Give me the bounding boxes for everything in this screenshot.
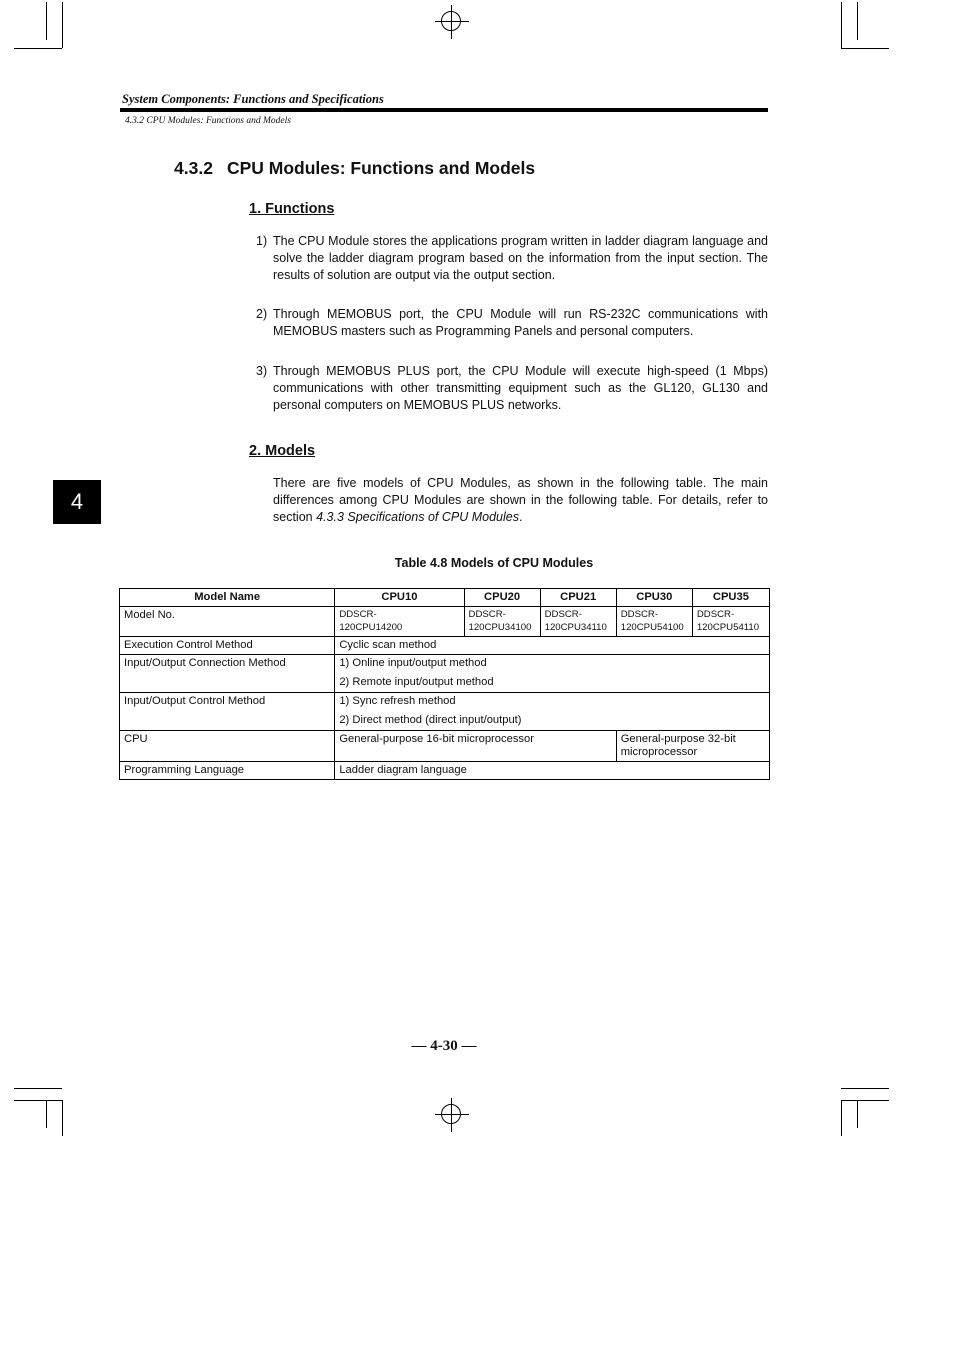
row-value: Cyclic scan method — [335, 637, 770, 655]
crop-mark — [46, 1100, 47, 1128]
header-model-name: Model Name — [120, 589, 335, 607]
models-table — [119, 588, 770, 780]
table-row — [120, 693, 770, 731]
header-cpu35: CPU35 — [692, 589, 769, 607]
row-label: Input/Output Control Method — [120, 693, 335, 731]
table-row — [120, 731, 770, 762]
model-no-cell: DDSCR- 120CPU34110 — [540, 607, 616, 637]
crop-mark — [841, 1100, 889, 1101]
chapter-tab: 4 — [53, 480, 101, 524]
header-cpu10: CPU10 — [335, 589, 464, 607]
crop-mark — [841, 1100, 842, 1136]
crop-mark — [857, 2, 858, 40]
models-ref-suffix: . — [518, 509, 523, 524]
functions-heading: 1. Functions — [249, 201, 335, 217]
row-label: Programming Language — [120, 762, 335, 780]
item-text: Through MEMOBUS PLUS port, the CPU Module will execute high-speed (1 Mbps) communications with other transmitting equipment such as the GL120, GL130 and personal computers on MEMOBUS PLUS networks. — [273, 364, 768, 412]
table-caption: Table 4.8 Models of CPU Modules — [394, 556, 594, 570]
registration-mark — [435, 1098, 469, 1132]
row-label: Model No. — [120, 607, 335, 637]
running-header-subtitle: 4.3.2 CPU Modules: Functions and Models — [125, 116, 291, 126]
section-number: 4.3.2 — [174, 158, 213, 178]
crop-mark — [46, 2, 47, 40]
header-cpu30: CPU30 — [616, 589, 692, 607]
header-rule — [120, 108, 768, 112]
row-value: 1) Online input/output method 2) Remote input/output method — [335, 655, 770, 693]
item-number: 1) — [256, 234, 268, 248]
model-no-cell: DDSCR- 120CPU54100 — [616, 607, 692, 637]
row-label: Execution Control Method — [120, 637, 335, 655]
item-text: Through MEMOBUS port, the CPU Module will run RS-232C communications with MEMOBUS masters such as Programming Panels and personal computers. — [273, 307, 768, 338]
item-text: The CPU Module stores the applications program written in ladder diagram language and solve the ladder diagram program based on the information from the input section. The results of solution are output via the output section. — [273, 234, 768, 282]
model-no-cell: DDSCR- 120CPU34100 — [464, 607, 540, 637]
cpu-32bit-cell: General-purpose 32-bit microprocessor — [616, 731, 769, 762]
registration-mark — [435, 5, 469, 39]
row-label: CPU — [120, 731, 335, 762]
page-number: — 4-30 — — [411, 1038, 477, 1054]
functions-item — [256, 363, 768, 413]
header-cpu20: CPU20 — [464, 589, 540, 607]
crop-mark — [62, 2, 63, 48]
table-row — [120, 762, 770, 780]
running-header-title: System Components: Functions and Specifications — [122, 92, 384, 106]
table-row — [120, 655, 770, 693]
table-row — [120, 637, 770, 655]
crop-mark — [62, 1100, 63, 1136]
crop-mark — [857, 1100, 858, 1128]
models-heading: 2. Models — [249, 443, 316, 459]
row-label: Input/Output Connection Method — [120, 655, 335, 693]
section-title — [174, 158, 535, 179]
table-row — [120, 607, 770, 637]
functions-item — [256, 233, 768, 283]
item-number: 3) — [256, 364, 268, 378]
functions-item — [256, 306, 768, 340]
crop-mark — [841, 1088, 889, 1089]
section-title-text: CPU Modules: Functions and Models — [226, 158, 536, 178]
table-header-row — [120, 589, 770, 607]
model-no-cell: DDSCR- 120CPU14200 — [335, 607, 464, 637]
crop-mark — [14, 48, 62, 49]
crop-mark — [841, 48, 889, 49]
row-value: Ladder diagram language — [335, 762, 770, 780]
crop-mark — [14, 1088, 62, 1089]
models-intro — [273, 475, 768, 525]
crop-mark — [14, 1100, 62, 1101]
cpu-16bit-cell: General-purpose 16-bit microprocessor — [335, 731, 616, 762]
crop-mark — [841, 2, 842, 48]
model-no-cell: DDSCR- 120CPU54110 — [692, 607, 769, 637]
models-intro-text: There are five models of CPU Modules, as shown in the following table. The main differences among CPU Modules are shown in the following table. For details, refer to section — [273, 476, 768, 524]
item-number: 2) — [256, 307, 268, 321]
header-cpu21: CPU21 — [540, 589, 616, 607]
row-value: 1) Sync refresh method 2) Direct method (direct input/output) — [335, 693, 770, 731]
models-section-ref: 4.3.3 Specifications of CPU Modules — [316, 509, 519, 524]
